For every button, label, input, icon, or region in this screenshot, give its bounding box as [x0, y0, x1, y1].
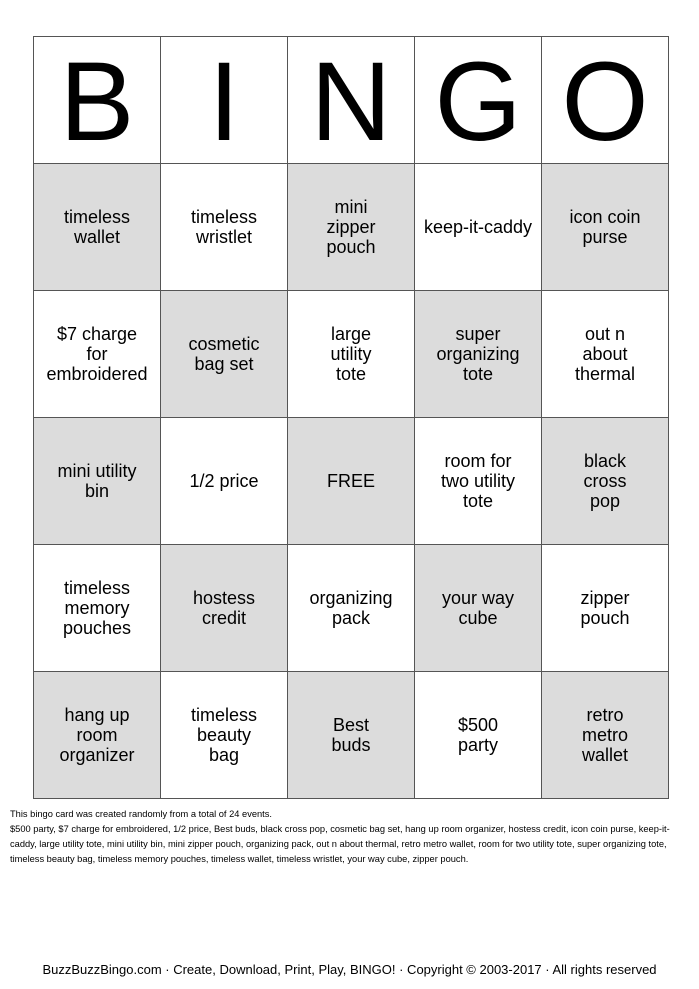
bingo-cell: mini zipper pouch [288, 164, 415, 291]
footer-copyright: BuzzBuzzBingo.com · Create, Download, Print, Play, BINGO! · Copyright © 2003-2017 · All rights reserved [42, 962, 657, 977]
bingo-cell: retro metro wallet [542, 672, 669, 799]
bingo-cell: hang up room organizer [34, 672, 161, 799]
bingo-cell: organizing pack [288, 545, 415, 672]
bingo-cell: timeless wristlet [161, 164, 288, 291]
bingo-cell: your way cube [415, 545, 542, 672]
bingo-cell: $7 charge for embroidered [34, 291, 161, 418]
bingo-cell: out n about thermal [542, 291, 669, 418]
header-letter-o: O [542, 37, 669, 164]
bingo-cell: large utility tote [288, 291, 415, 418]
bingo-card [33, 36, 669, 799]
free-space-cell: FREE [288, 418, 415, 545]
bingo-cell: Best buds [288, 672, 415, 799]
bingo-cell: mini utility bin [34, 418, 161, 545]
header-letter-n: N [288, 37, 415, 164]
header-letter-i: I [161, 37, 288, 164]
bingo-cell: icon coin purse [542, 164, 669, 291]
bingo-cell: room for two utility tote [415, 418, 542, 545]
card-info-note [10, 807, 690, 867]
bingo-cell: 1/2 price [161, 418, 288, 545]
bingo-cell: $500 party [415, 672, 542, 799]
bingo-cell: keep-it-caddy [415, 164, 542, 291]
bingo-cell: super organizing tote [415, 291, 542, 418]
bingo-cell: cosmetic bag set [161, 291, 288, 418]
bingo-cell: hostess credit [161, 545, 288, 672]
note-intro: This bingo card was created randomly from a total of 24 events. [10, 809, 272, 819]
bingo-cell: timeless wallet [34, 164, 161, 291]
event-list: $500 party, $7 charge for embroidered, 1/2 price, Best buds, black cross pop, cosmetic bag set, hang up room organizer, hostess credit, icon coin purse, keep-it-caddy, large utility tote, mini utility bin, mini zipper pouch, organizing pack, out n about thermal, retro metro wallet, room for two utility tote, super organizing tote, timeless beauty bag, timeless memory pouches, timeless wallet, timeless wristlet, your way cube, zipper pouch. [10, 824, 670, 864]
bingo-cell: timeless memory pouches [34, 545, 161, 672]
header-letter-g: G [415, 37, 542, 164]
bingo-cell: zipper pouch [542, 545, 669, 672]
bingo-cell: timeless beauty bag [161, 672, 288, 799]
header-letter-b: B [34, 37, 161, 164]
bingo-cell: black cross pop [542, 418, 669, 545]
